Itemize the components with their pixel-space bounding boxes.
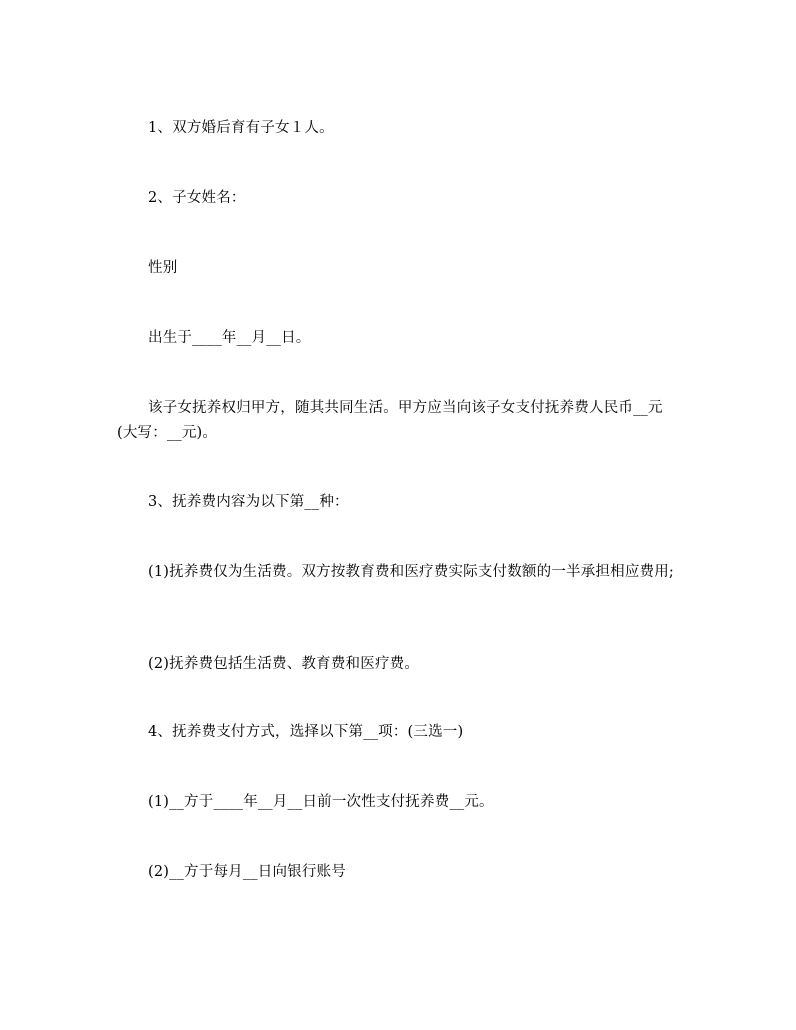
paragraph-payment-lump-sum: (1)__方于____年__月__日前一次性支付抚养费__元。 [148,794,494,810]
paragraph-birth-date: 出生于____年__月__日。 [148,330,311,346]
paragraph-option-all-costs: (2)抚养费包括生活费、教育费和医疗费。 [148,656,420,672]
paragraph-payment-method: 4、抚养费支付方式，选择以下第__项：(三选一) [148,724,464,740]
paragraph-payment-monthly: (2)__方于每月__日向银行账号 [148,864,346,880]
paragraph-child-name: 2、子女姓名： [148,190,246,206]
paragraph-support-content: 3、抚养费内容为以下第__种： [148,494,349,510]
paragraph-gender: 性别 [148,260,178,276]
paragraph-custody: 该子女抚养权归甲方，随其共同生活。甲方应当向该子女支付抚养费人民币__元(大写：__元)。 [117,400,663,441]
paragraph-children-count: 1、双方婚后育有子女１人。 [148,120,334,136]
paragraph-option-living-only: (1)抚养费仅为生活费。双方按教育费和医疗费实际支付数额的一半承担相应费用; [148,564,675,580]
